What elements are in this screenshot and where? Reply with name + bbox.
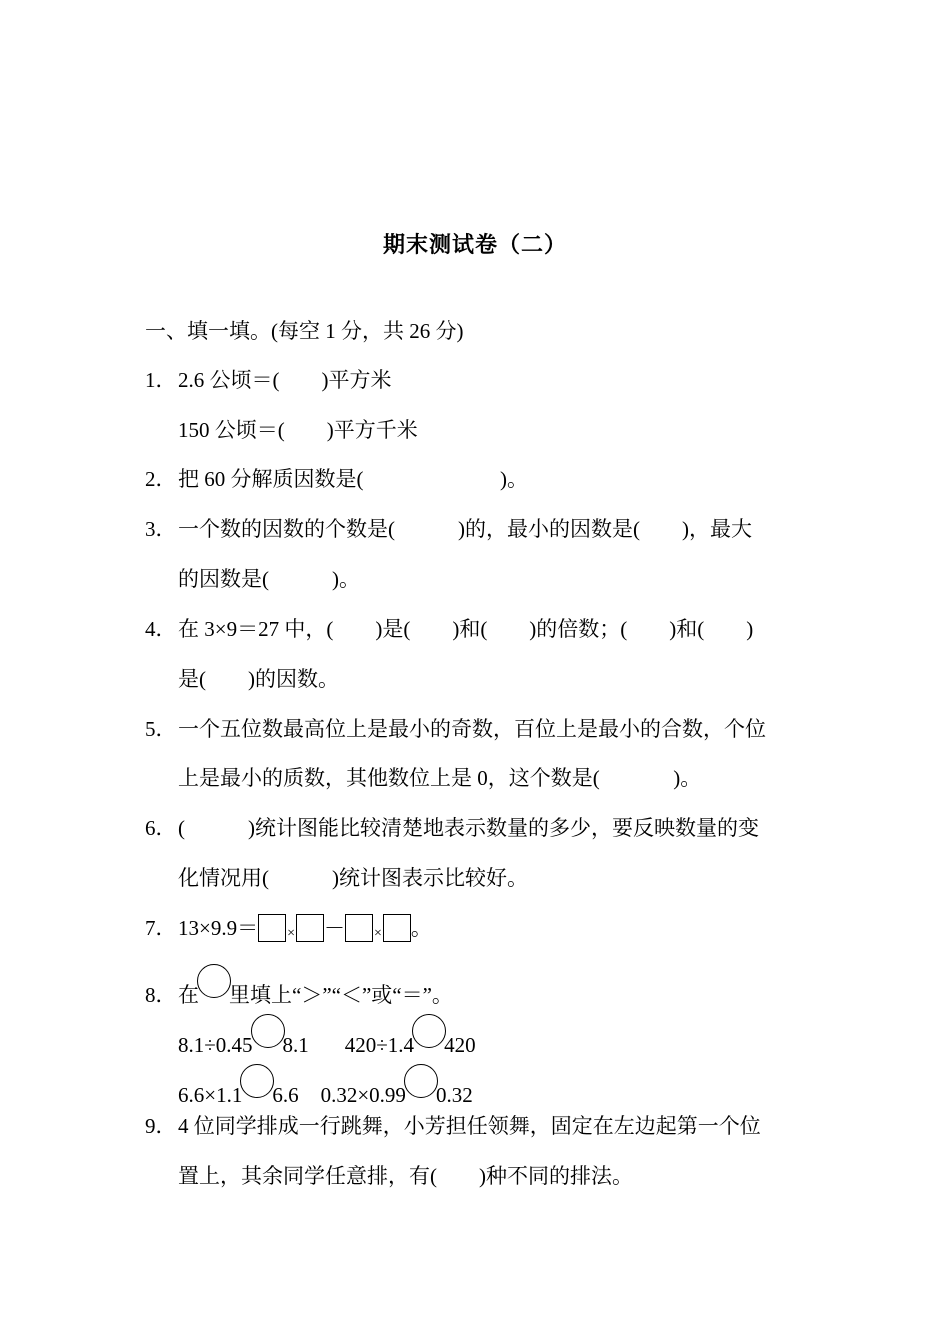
question-text: 把 60 分解质因数是( )。	[178, 467, 528, 491]
expression: 420	[444, 1033, 476, 1057]
times-sign: ×	[374, 926, 382, 941]
question-number: 6．	[145, 816, 177, 840]
times-sign: ×	[287, 926, 295, 941]
question-8-line-1	[145, 964, 453, 1008]
expression: 6.6	[272, 1083, 299, 1107]
expression: 8.1÷0.45	[178, 1033, 253, 1057]
expression: 0.32	[435, 1083, 473, 1107]
question-8-row-1	[178, 1014, 476, 1058]
question-1-line-1	[145, 367, 392, 393]
question-9-line-1	[145, 1113, 761, 1139]
section-heading: 一、填一填。(每空 1 分，共 26 分)	[145, 319, 464, 343]
question-text: 13×9.9＝	[178, 916, 259, 940]
question-number: 7．	[145, 916, 177, 940]
question-4-line-2: 是( )的因数。	[178, 667, 339, 691]
question-text: 在	[178, 983, 199, 1007]
answer-circle[interactable]	[251, 1014, 285, 1048]
answer-circle[interactable]	[240, 1064, 274, 1098]
question-6-line-1	[145, 815, 759, 841]
question-5-line-1	[145, 716, 766, 742]
question-6-line-2: 化情况用( )统计图表示比较好。	[178, 866, 528, 890]
answer-circle[interactable]	[412, 1014, 446, 1048]
minus-sign: －	[324, 916, 345, 940]
answer-box[interactable]	[383, 914, 411, 942]
expression: 0.32×0.99	[320, 1083, 406, 1107]
question-number: 9．	[145, 1114, 177, 1138]
question-3-line-2: 的因数是( )。	[178, 567, 360, 591]
question-text: 4 位同学排成一行跳舞，小芳担任领舞，固定在左边起第一个位	[178, 1114, 761, 1138]
question-text: 里填上“＞”“＜”或“＝”。	[229, 983, 453, 1007]
question-4-line-1	[145, 616, 753, 642]
question-number: 5．	[145, 717, 177, 741]
question-text: 在 3×9＝27 中，( )是( )和( )的倍数；( )和( )	[178, 617, 754, 641]
question-text: 一个五位数最高位上是最小的奇数，百位上是最小的合数，个位	[178, 717, 766, 741]
answer-box[interactable]	[345, 914, 373, 942]
question-9-line-2: 置上，其余同学任意排，有( )种不同的排法。	[178, 1164, 633, 1188]
question-7	[145, 914, 432, 947]
question-text: 2.6 公顷＝( )平方米	[178, 368, 392, 392]
question-number: 3．	[145, 517, 177, 541]
question-number: 4．	[145, 617, 177, 641]
period: 。	[410, 916, 432, 940]
question-number: 1．	[145, 368, 177, 392]
question-2	[145, 466, 528, 492]
question-3-line-1	[145, 516, 752, 542]
expression: 8.1	[282, 1033, 309, 1057]
question-text: ( )统计图能比较清楚地表示数量的多少，要反映数量的变	[178, 816, 759, 840]
answer-box[interactable]	[296, 914, 324, 942]
question-5-line-2: 上是最小的质数，其他数位上是 0，这个数是( )。	[178, 766, 702, 790]
answer-circle[interactable]	[404, 1064, 438, 1098]
circle-icon	[197, 964, 231, 998]
answer-box[interactable]	[258, 914, 286, 942]
question-text: 一个数的因数的个数是( )的，最小的因数是( )，最大	[178, 517, 752, 541]
question-1-line-2: 150 公顷＝( )平方千米	[178, 418, 418, 442]
page-title: 期末测试卷（二）	[382, 232, 567, 257]
question-8-row-2	[178, 1064, 473, 1108]
expression: 6.6×1.1	[178, 1083, 243, 1107]
question-number: 2．	[145, 467, 177, 491]
question-number: 8．	[145, 983, 177, 1007]
expression: 420÷1.4	[344, 1033, 415, 1057]
